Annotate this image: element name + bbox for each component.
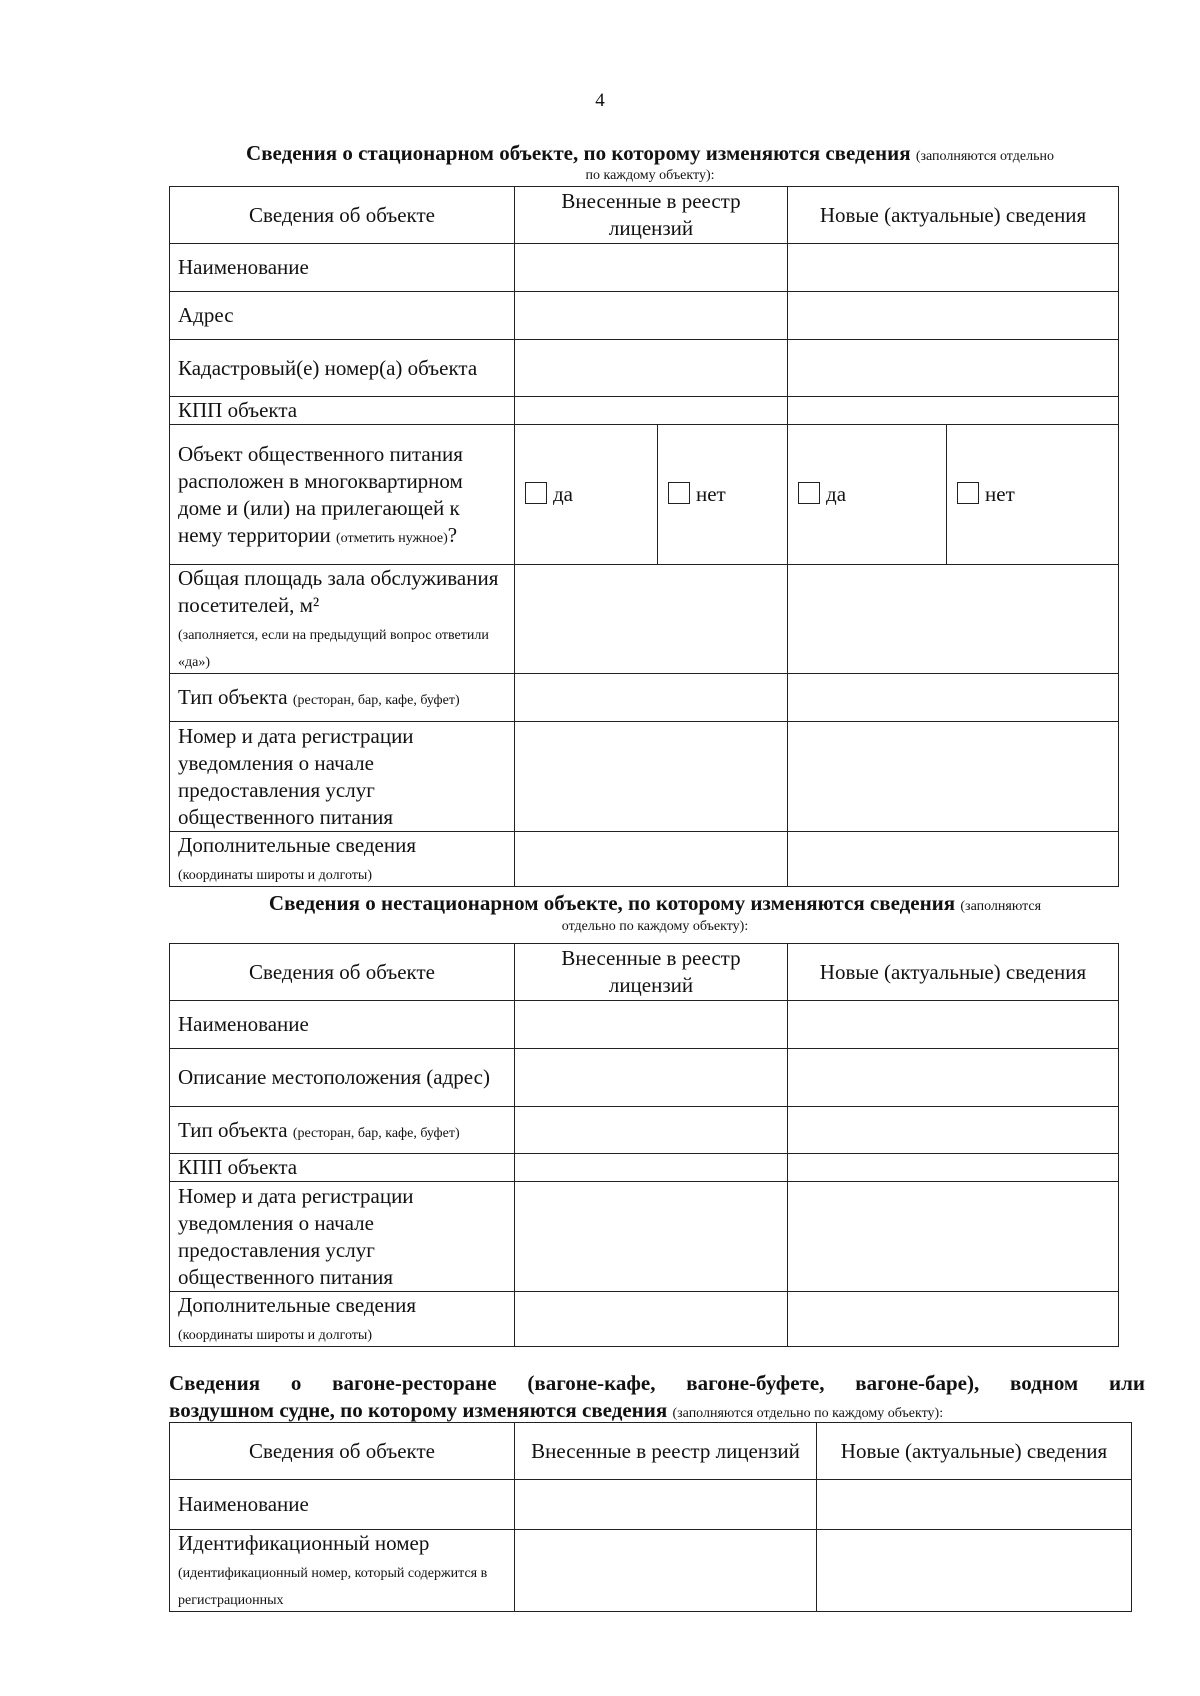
- row-label-extra: [170, 1292, 515, 1347]
- new-extra-cell[interactable]: [788, 832, 1119, 887]
- row-label-address: Адрес: [170, 292, 515, 340]
- header-new-info: Новые (актуальные) сведения: [817, 1423, 1132, 1480]
- header-registry: Внесенные в реестр лицензий: [515, 944, 788, 1001]
- header-new-info: Новые (актуальные) сведения: [788, 187, 1119, 244]
- section1-title-note: (заполняются отдельно: [915, 149, 1054, 164]
- area-note: (заполняется, если на предыдущий вопрос ответили «да»): [178, 628, 489, 670]
- registry-address-cell[interactable]: [515, 292, 788, 340]
- header-object-info: Сведения об объекте: [170, 1423, 515, 1480]
- section1-title-bold: Сведения о стационарном объекте, по которому изменяются сведения: [246, 141, 911, 165]
- option-label-yes: да: [553, 482, 574, 506]
- section3-title-line1: [169, 1372, 1145, 1394]
- new-kpp-cell[interactable]: [788, 1154, 1119, 1182]
- new-notice-cell[interactable]: [788, 1182, 1119, 1292]
- registry-yes-option[interactable]: [515, 425, 658, 565]
- row-label-name: Наименование: [170, 244, 515, 292]
- in-building-note: (отметить нужное): [335, 530, 448, 546]
- row-label-kpp: КПП объекта: [170, 397, 515, 425]
- registry-kpp-cell[interactable]: [515, 1154, 788, 1182]
- header-new-info: Новые (актуальные) сведения: [788, 944, 1119, 1001]
- extra-text: Дополнительные сведения: [178, 833, 417, 857]
- row-label-notice: Номер и дата регистрации уведомления о начале предоставления услуг общественного питания: [170, 1182, 515, 1292]
- vehicle-object-table: [169, 1422, 1132, 1612]
- option-label-no: нет: [985, 482, 1015, 506]
- registry-name-cell[interactable]: [515, 1480, 817, 1530]
- new-id-cell[interactable]: [817, 1530, 1132, 1612]
- registry-type-cell[interactable]: [515, 1107, 788, 1154]
- row-label-name: Наименование: [170, 1001, 515, 1049]
- new-type-cell[interactable]: [788, 674, 1119, 722]
- new-cadastral-cell[interactable]: [788, 340, 1119, 397]
- row-label-id: [170, 1530, 515, 1612]
- type-text: Тип объекта: [178, 1117, 288, 1142]
- new-no-option[interactable]: [947, 425, 1119, 565]
- new-type-cell[interactable]: [788, 1107, 1119, 1154]
- checkbox-icon[interactable]: [957, 482, 979, 504]
- section3-title-line2-bold: воздушном судне, по которому изменяются сведения: [169, 1398, 668, 1422]
- section1-subline: по каждому объекту):: [585, 168, 715, 183]
- row-label-extra: [170, 832, 515, 887]
- row-label-notice: Номер и дата регистрации уведомления о начале предоставления услуг общественного питания: [170, 722, 515, 832]
- registry-name-cell[interactable]: [515, 1001, 788, 1049]
- new-name-cell[interactable]: [788, 1001, 1119, 1049]
- section3-title-line1-text: Сведения о вагоне-ресторане (вагоне-кафе, вагоне-буфете, вагоне-баре), водном или: [169, 1371, 1145, 1395]
- header-object-info: Сведения об объекте: [170, 187, 515, 244]
- registry-name-cell[interactable]: [515, 244, 788, 292]
- option-label-yes: да: [826, 482, 847, 506]
- checkbox-icon[interactable]: [668, 482, 690, 504]
- registry-location-cell[interactable]: [515, 1049, 788, 1107]
- registry-type-cell[interactable]: [515, 674, 788, 722]
- page-number: 4: [595, 90, 605, 111]
- extra-note: (координаты широты и долготы): [178, 1328, 372, 1343]
- section2-title-note: (заполняются: [960, 899, 1042, 914]
- in-building-question-mark: ?: [447, 522, 458, 547]
- new-notice-cell[interactable]: [788, 722, 1119, 832]
- registry-no-option[interactable]: [658, 425, 788, 565]
- registry-kpp-cell[interactable]: [515, 397, 788, 425]
- stationary-object-table: [169, 186, 1119, 887]
- checkbox-icon[interactable]: [525, 482, 547, 504]
- row-label-kpp: КПП объекта: [170, 1154, 515, 1182]
- section1-title: [150, 142, 1150, 168]
- row-label-area: [170, 565, 515, 674]
- row-label-type: [170, 1107, 515, 1154]
- checkbox-icon[interactable]: [798, 482, 820, 504]
- registry-id-cell[interactable]: [515, 1530, 817, 1612]
- row-label-in-building: [170, 425, 515, 565]
- row-label-type: [170, 674, 515, 722]
- new-extra-cell[interactable]: [788, 1292, 1119, 1347]
- row-label-cadastral: Кадастровый(е) номер(а) объекта: [170, 340, 515, 397]
- section2-title: [170, 892, 1140, 918]
- registry-notice-cell[interactable]: [515, 722, 788, 832]
- type-note: (ресторан, бар, кафе, буфет): [292, 693, 460, 708]
- new-name-cell[interactable]: [817, 1480, 1132, 1530]
- row-label-location: Описание местоположения (адрес): [170, 1049, 515, 1107]
- registry-area-cell[interactable]: [515, 565, 788, 674]
- type-text: Тип объекта: [178, 685, 288, 709]
- extra-text: Дополнительные сведения: [178, 1293, 417, 1317]
- area-text: Общая площадь зала обслуживания посетителей, м²: [178, 566, 499, 617]
- header-object-info: Сведения об объекте: [170, 944, 515, 1001]
- new-address-cell[interactable]: [788, 292, 1119, 340]
- new-area-cell[interactable]: [788, 565, 1119, 674]
- registry-cadastral-cell[interactable]: [515, 340, 788, 397]
- id-note: (идентификационный номер, который содержится в регистрационных: [178, 1566, 488, 1608]
- new-yes-option[interactable]: [788, 425, 947, 565]
- new-kpp-cell[interactable]: [788, 397, 1119, 425]
- registry-extra-cell[interactable]: [515, 832, 788, 887]
- header-registry: Внесенные в реестр лицензий: [515, 1423, 817, 1480]
- section2-subline: отдельно по каждому объекту):: [561, 919, 749, 934]
- option-label-no: нет: [696, 482, 726, 506]
- in-building-text: Объект общественного питания расположен в многоквартирном доме и (или) на прилегающей к нему территории: [178, 441, 463, 547]
- type-note: (ресторан, бар, кафе, буфет): [292, 1125, 460, 1141]
- new-name-cell[interactable]: [788, 244, 1119, 292]
- id-text: Идентификационный номер: [178, 1531, 430, 1555]
- registry-notice-cell[interactable]: [515, 1182, 788, 1292]
- new-location-cell[interactable]: [788, 1049, 1119, 1107]
- extra-note: (координаты широты и долготы): [178, 868, 372, 883]
- row-label-name: Наименование: [170, 1480, 515, 1530]
- nonstationary-object-table: [169, 943, 1119, 1347]
- header-registry: Внесенные в реестр лицензий: [515, 187, 788, 244]
- section3-title-note: (заполняются отдельно по каждому объекту):: [672, 1406, 944, 1421]
- registry-extra-cell[interactable]: [515, 1292, 788, 1347]
- section2-title-bold: Сведения о нестационарном объекте, по которому изменяются сведения: [268, 891, 956, 915]
